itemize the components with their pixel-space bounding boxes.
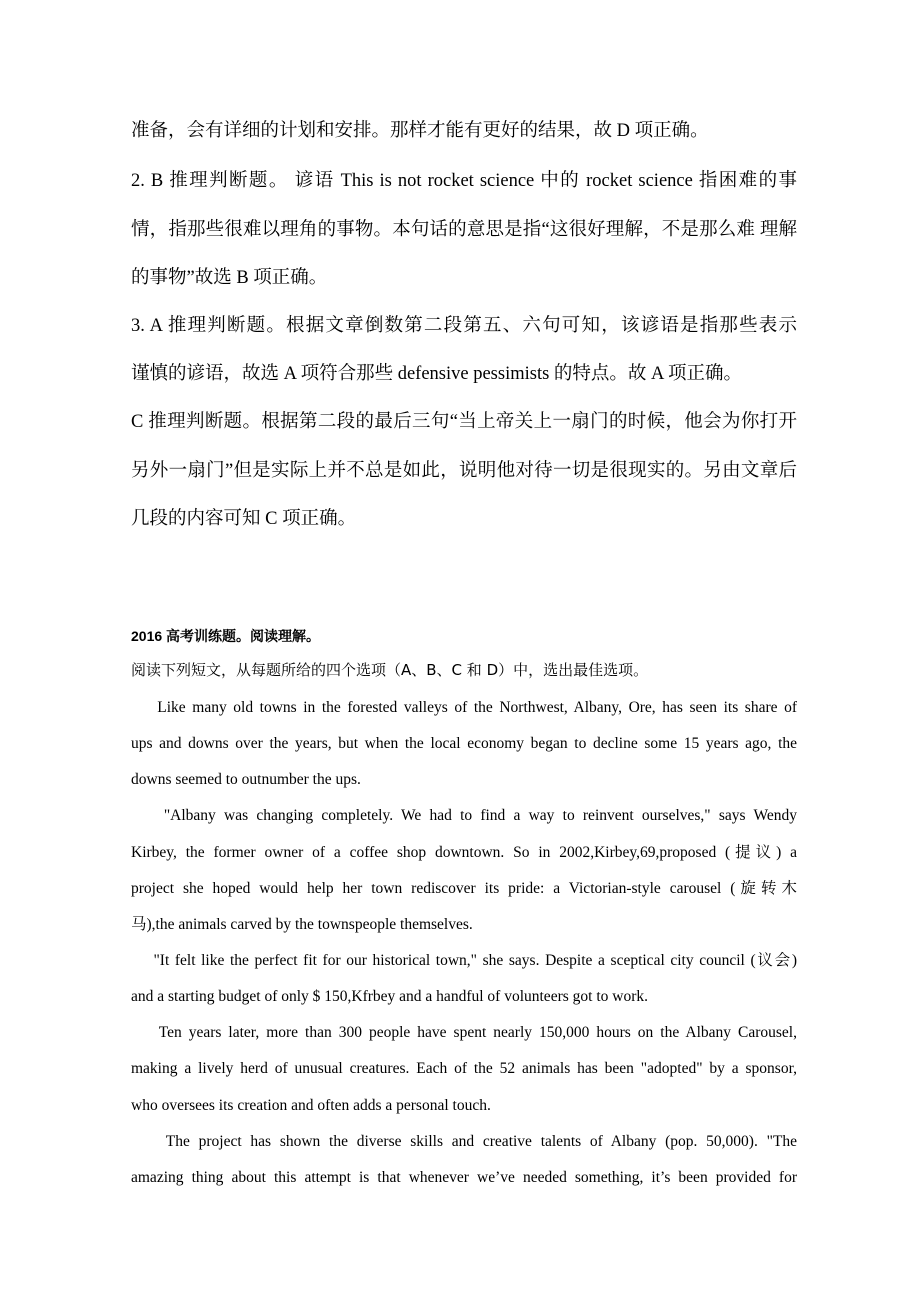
passage-line: 马),the animals carved by the townspeople themselves. [131,916,473,933]
answer-line: 准备，会有详细的计划和安排。那样才能有更好的结果，故 D 项正确。 [131,121,709,141]
answer-line: 几段的内容可知 C 项正确。 [131,509,357,529]
passage-line: amazing thing about this attempt is that whenever we’ve needed something, it’s been provided for [131,1169,797,1186]
answer-line: 另外一扇门”但是实际上并不总是如此，说明他对待一切是很现实的。另由文章后 [131,461,797,481]
passage-line: "It felt like the perfect fit for our historical town," she says. Despite a sceptical city council (议会) [131,952,797,969]
section-title: 2016 高考训练题。阅读理解。 [131,628,321,644]
answer-line: 谨慎的谚语，故选 A 项符合那些 defensive pessimists 的特点。故 A 项正确。 [131,364,743,384]
answer-line: 的事物”故选 B 项正确。 [131,268,328,288]
passage-line: downs seemed to outnumber the ups. [131,771,361,788]
answer-line: C 推理判断题。根据第二段的最后三句“当上帝关上一扇门的时候，他会为你打开 [131,412,797,432]
passage-line: project she hoped would help her town rediscover its pride: a Victorian-style carousel (旋转木 [131,880,797,897]
passage-line: "Albany was changing completely. We had to find a way to reinvent ourselves," says Wendy [131,807,797,824]
answer-line: 情，指那些很难以理角的事物。本句话的意思是指“这很好理解，不是那么难 理解 [131,220,797,240]
section-instruction: 阅读下列短文，从每题所给的四个选项（A、B、C 和 D）中，选出最佳选项。 [131,661,649,679]
answer-line: 3. A 推理判断题。根据文章倒数第二段第五、六句可知，该谚语是指那些表示 [131,316,797,336]
passage-line: Kirbey, the former owner of a coffee shop downtown. So in 2002,Kirbey,69,proposed (提议) a [131,844,797,861]
passage-line: making a lively herd of unusual creatures. Each of the 52 animals has been "adopted" by a sponsor, [131,1060,797,1077]
answer-line: 2. B 推理判断题。 谚语 This is not rocket science 中的 rocket science 指困难的事 [131,171,797,191]
passage-line: Like many old towns in the forested valleys of the Northwest, Albany, Ore, has seen its share of [131,699,797,716]
passage-line: The project has shown the diverse skills and creative talents of Albany (pop. 50,000). "The [131,1133,797,1150]
passage-line: who oversees its creation and often adds a personal touch. [131,1097,491,1114]
passage-line: and a starting budget of only $ 150,Kfrbey and a handful of volunteers got to work. [131,988,648,1005]
passage-line: ups and downs over the years, but when the local economy began to decline some 15 years ago, the [131,735,797,752]
passage-line: Ten years later, more than 300 people have spent nearly 150,000 hours on the Albany Carousel, [131,1024,797,1041]
